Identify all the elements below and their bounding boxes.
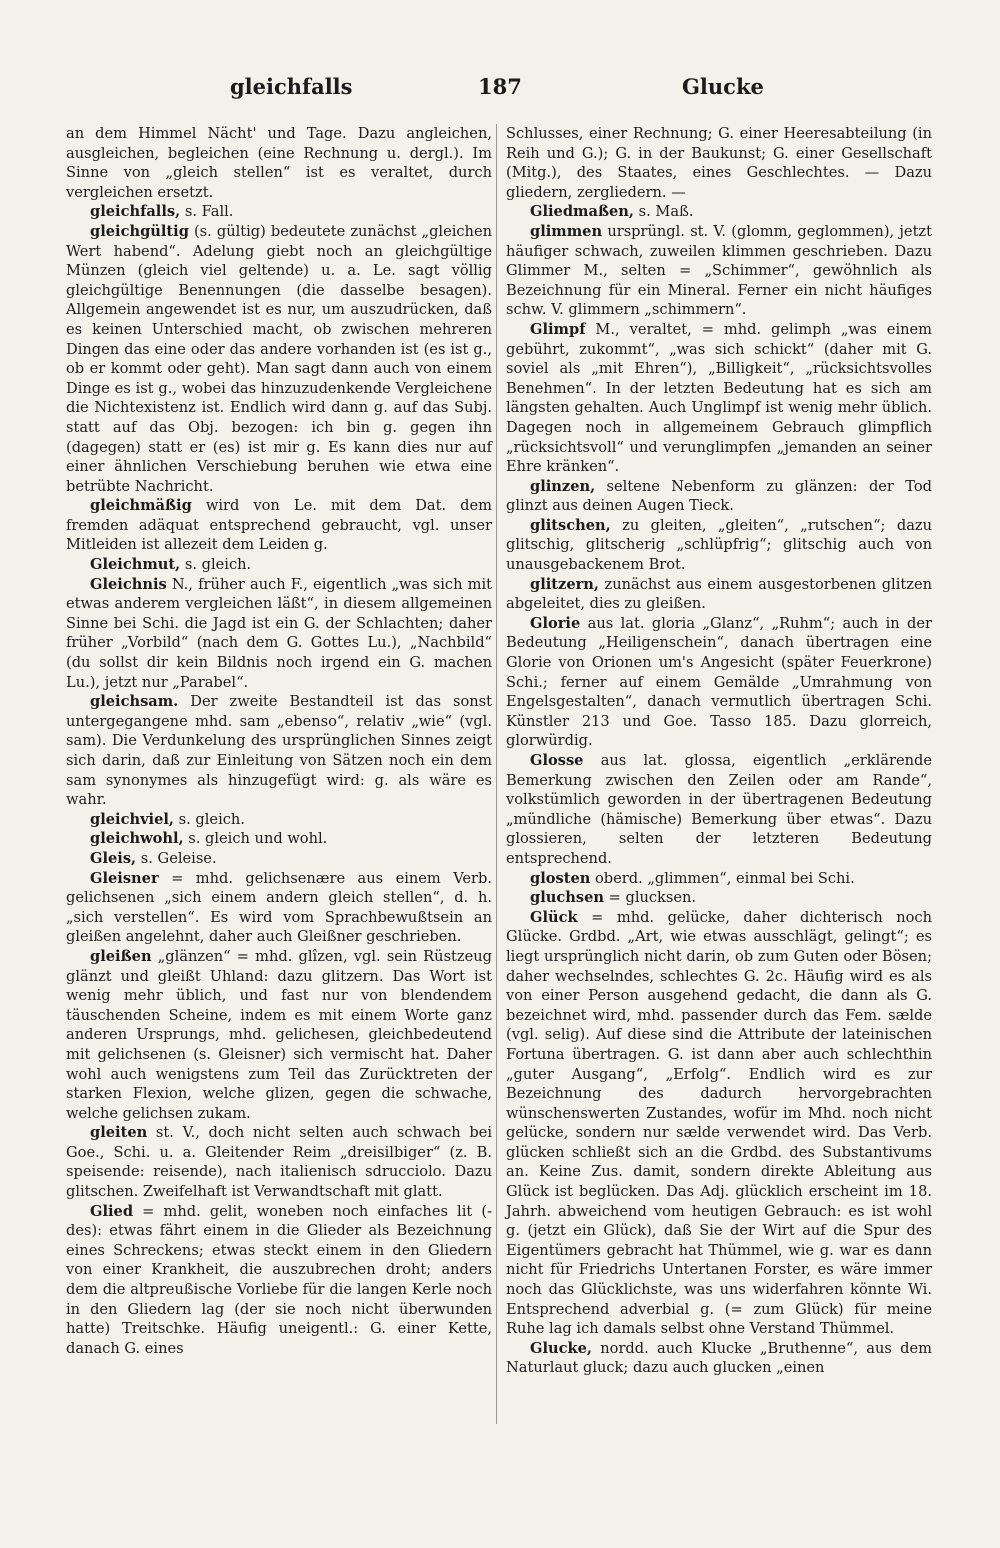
dictionary-entry [66,869,492,947]
entry-headword: Gliedmaßen, [530,203,635,221]
dictionary-entry [66,222,492,496]
entry-text: s. Fall. [180,203,234,221]
entry-text: seltene Nebenform zu glänzen: der Tod glinzt aus deinen Augen Tieck. [506,477,932,515]
dictionary-entry [506,751,932,869]
header-left-keyword: gleichfalls [230,74,353,99]
entry-text: an dem Himmel Nächt' und Tage. Dazu angleichen, ausgleichen, begleichen (eine Rechnung u. dergl.). Im Sinne von „gleich stellen“ ist es veraltet, durch vergleichen ersetzt. [66,125,492,201]
entry-headword: gleichwohl, [90,830,184,848]
entry-text: zunächst aus einem ausgestorbenen glitzen abgeleitet, dies zu gleißen. [506,575,932,613]
entry-headword: Gleis, [90,849,137,867]
entry-headword: Glied [90,1202,134,1220]
dictionary-entry [66,124,492,202]
entry-headword: Glorie [530,614,581,632]
dictionary-entry [506,888,932,908]
entry-text: „glänzen“ = mhd. glîzen, vgl. sein Rüstzeug glänzt und gleißt Uhland: dazu glitzern. Das Wort ist wenig mehr üblich, und fast nur von blendendem täuschenden Scheine, indem es mit einem Worte ganz anderen Ursprungs, mhd. gelichesen, gleichbedeutend mit gelichsenen (s. Gleisner) sich vermischt hat. Daher wohl auch wenigstens zum Teil das Zurücktreten der starken Flexion, welche glizen, gegen die schwache, welche gelichsen zukam. [66,947,492,1122]
dictionary-entry [66,849,492,869]
dictionary-entry [66,1202,492,1359]
entry-headword: glitzern, [530,575,599,593]
entry-headword: Gleichmut, [90,556,181,574]
right-column [506,124,932,1378]
entry-text: = mhd. gelücke, daher dichterisch noch Glücke. Grdbd. „Art, wie etwas ausschlägt, gelingt“; es liegt ursprünglich nicht darin, ob zum Guten oder Bösen; daher wechselndes, schlechtes G. 2c. Häufig wird es als von einer Person ausgehend gedacht, die dann als G. bezeichnet wird, mhd. passender durch das Fem. sælde (vgl. selig). Auf diese sind die Attribute der lateinischen Fortuna übertragen. G. ist dann aber auch schlechthin „guter Ausgang“, „Erfolg“. Endlich wird es zur Bezeichnung des dadurch hervorgebrachten wünschenswerten Zustandes, wofür im Mhd. noch nicht gelücke, sondern nur sælde verwendet wird. Das Verb. glücken schließt sich an die Grdbd. des Substantivums an. Keine Zus. damit, sondern direkte Ableitung aus Glück ist beglücken. Das Adj. glücklich erscheint im 18. Jahrh. abweichend vom heutigen Gebrauch: es ist wohl g. (jetzt ein Glück), daß Sie der Wirt auf die Spur des Eigentümers gebracht hat Thümmel, wie g. war es dann nicht für Friedrichs Untertanen Forster, es wäre immer noch das Glücklichste, was uns widerfahren könnte Wi. Entsprechend adverbial g. (= zum Glück) für meine Ruhe lag ich damals selbst ohne Verstand Thümmel. [506,908,932,1338]
entry-text: = mhd. gelichsenære aus einem Verb. gelichsenen „sich einem andern gleich stellen“, d. h. „sich verstellen“. Es wird vom Sprachbewußtsein an gleißen angelehnt, daher auch Gleißner geschrieben. [66,869,492,946]
entry-text: N., früher auch F., eigentlich „was sich mit etwas anderem vergleichen läßt“, in diesem allgemeinen Sinne bei Schi. die Jagd ist ein G. der Schlachten; daher früher „Vorbild“ (nach dem G. Gottes Lu.), „Nachbild“ (du sollst dir kein Bildnis noch irgend ein G. machen Lu.), jetzt nur „Parabel“. [66,575,492,691]
entry-text: zu gleiten, „gleiten“, „rutschen“; dazu glitschig, glitscherig „schlüpfrig“; glitschig auch von unausgebackenem Brot. [506,516,932,574]
dictionary-entry [66,575,492,693]
entry-text: s. gleich. [174,810,245,828]
entry-headword: glosten [530,869,591,887]
dictionary-entry [66,496,492,555]
entry-headword: gleißen [90,947,152,965]
page-number: 187 [478,74,522,99]
dictionary-entry [506,202,932,222]
dictionary-entry [506,320,932,477]
dictionary-entry [66,810,492,830]
entry-text: s. gleich und wohl. [183,830,328,848]
entry-headword: Glosse [530,752,584,769]
entry-headword: gleichviel, [90,810,175,828]
entry-headword: gleichsam. [90,693,179,711]
entry-headword: glinzen, [530,477,596,495]
left-column [66,124,492,1358]
entry-headword: Glimpf [530,320,586,338]
dictionary-entry [506,477,932,516]
entry-text: = mhd. gelit, woneben noch einfaches lit (-des): etwas fährt einem in die Glieder als Bezeichnung eines Schreckens; etwas steckt einem in den Gliedern von einer Krankheit, die auszubrechen droht; anders dem die altpreußische Vorliebe für die langen Kerle noch in den Gliedern lag (der sie noch nicht überwunden hatte) Treitschke. Häufig uneigentl.: G. einer Kette, danach G. eines [66,1202,492,1357]
dictionary-entry [506,222,932,320]
dictionary-entry [506,614,932,751]
entry-text: wird von Le. mit dem Dat. dem fremden adäquat entsprechend gebraucht, vgl. unser Mitleiden ist allezeit dem Leiden g. [66,497,492,554]
entry-headword: Gleichnis [90,575,167,593]
entry-headword: gleiten [90,1124,148,1142]
entry-headword: glitschen, [530,516,611,534]
entry-text: (s. gültig) bedeutete zunächst „gleichen Wert habend“. Adelung giebt noch an gleichgültige Münzen (gleich viel geltende) u. a. Le. sagt völlig gleichgültige Benennungen (die dasselbe besagen). Allgemein angewendet ist es nur, um auszudrücken, daß es keinen Unterschied macht, ob zwischen mehreren Dingen das eine oder das andere vorhanden ist (es ist g., ob er kommt oder geht). Man sagt dann auch von einem Dinge es ist g., wobei das hinzuzudenkende Vergleichene die Nichtexistenz ist. Endlich wird dann g. auf das Subj. statt auf das Obj. bezogen: ich bin g. gegen ihn (dagegen) statt er (es) ist mir g. Es kann dies nur auf einer ähnlichen Verschiebung beruhen wie etwa eine betrübte Nachricht. [66,222,492,495]
entry-headword: Glück [530,908,578,926]
dictionary-entry [66,947,492,1123]
dictionary-entry [506,575,932,614]
entry-text: s. Maß. [634,203,694,221]
entry-headword: glimmen [530,222,603,240]
dictionary-entry [66,1123,492,1201]
dictionary-entry [506,869,932,889]
entry-headword: Glucke, [530,1339,592,1357]
entry-text: s. gleich. [180,556,252,574]
dictionary-entry [66,555,492,575]
dictionary-entry [506,1339,932,1378]
column-divider [496,124,497,1424]
entry-text: s. Geleise. [136,849,217,867]
entry-text: = glucksen. [603,889,697,907]
entry-text: ursprüngl. st. V. (glomm, geglommen), jetzt häufiger schwach, zuweilen klimmen geschrieben. Dazu Glimmer M., selten = „Schimmer“, gewöhnlich als Bezeichnung für ein Mineral. Ferner ein nicht häufiges schw. V. glimmern „schimmern“. [506,222,932,319]
header-right-keyword: Glucke [682,74,764,99]
entry-text: aus lat. glossa, eigentlich „erklärende Bemerkung zwischen den Zeilen oder am Rande“, volkstümlich geworden in der übertragenen Bedeutung „mündliche (hämische) Bemerkung über etwas“. Dazu glossieren, selten der letzteren Bedeutung entsprechend. [506,752,932,867]
entry-headword: gleichfalls, [90,203,181,221]
entry-headword: gleichgültig [90,222,189,240]
entry-text: st. V., doch nicht selten auch schwach bei Goe., Schi. u. a. Gleitender Reim „dreisilbiger“ (z. B. speisende: reisende), nach italienisch sdrucciolo. Dazu glitschen. Zweifelhaft ist Verwandtschaft mit glatt. [66,1124,492,1201]
entry-text: M., veraltet, = mhd. gelimph „was einem gebührt, zukommt“, „was sich schickt“ (daher mit G. soviel als „mit Ehren“), „Billigkeit“, „rücksichtsvolles Benehmen“. In der letzten Bedeutung hat es sich am längsten gehalten. Auch Unglimpf ist wenig mehr üblich. Dagegen noch in allgemeinem Gebrauch glimpflich „rücksichtsvoll“ und verunglimpfen „jemanden an seiner Ehre kränken“. [506,320,932,476]
entry-text: nordd. auch Klucke „Bruthenne“, aus dem Naturlaut gluck; dazu auch glucken „einen [506,1339,932,1377]
dictionary-entry [66,692,492,810]
entry-text: oberd. „glimmen“, einmal bei Schi. [590,869,855,887]
running-header [70,74,930,114]
dictionary-entry [506,516,932,575]
entry-headword: Gleisner [90,869,159,887]
entry-text: Der zweite Bestandteil ist das sonst untergegangene mhd. sam „ebenso“, relativ „wie“ (vgl. sam). Die Verdunkelung des ursprünglichen Sinnes zeigt sich darin, daß zur Einleitung von Sätzen noch ein dem sam synonymes als hinzugefügt wird: g. als wäre es wahr. [66,693,492,809]
entry-headword: gluchsen [530,889,604,907]
dictionary-entry [66,202,492,222]
entry-text: aus lat. gloria „Glanz“, „Ruhm“; auch in der Bedeutung „Heiligenschein“, danach übertragen eine Glorie von Orionen um's Angesicht (später Feuerkrone) Schi.; ferner auf einem Gemälde „Umrahmung von Engelsgestalten“, danach vermutlich übertragen Schi. Künstler 213 und Goe. Tasso 185. Dazu glorreich, glorwürdig. [506,614,932,750]
entry-text: Schlusses, einer Rechnung; G. einer Heeresabteilung (in Reih und G.); G. in der Baukunst; G. einer Gesellschaft (Mitg.), des Staates, eines Geschlechtes. — Dazu gliedern, zergliedern. — [506,125,932,201]
dictionary-entry [506,124,932,202]
dictionary-entry [66,829,492,849]
dictionary-entry [506,908,932,1339]
entry-headword: gleichmäßig [90,497,192,515]
